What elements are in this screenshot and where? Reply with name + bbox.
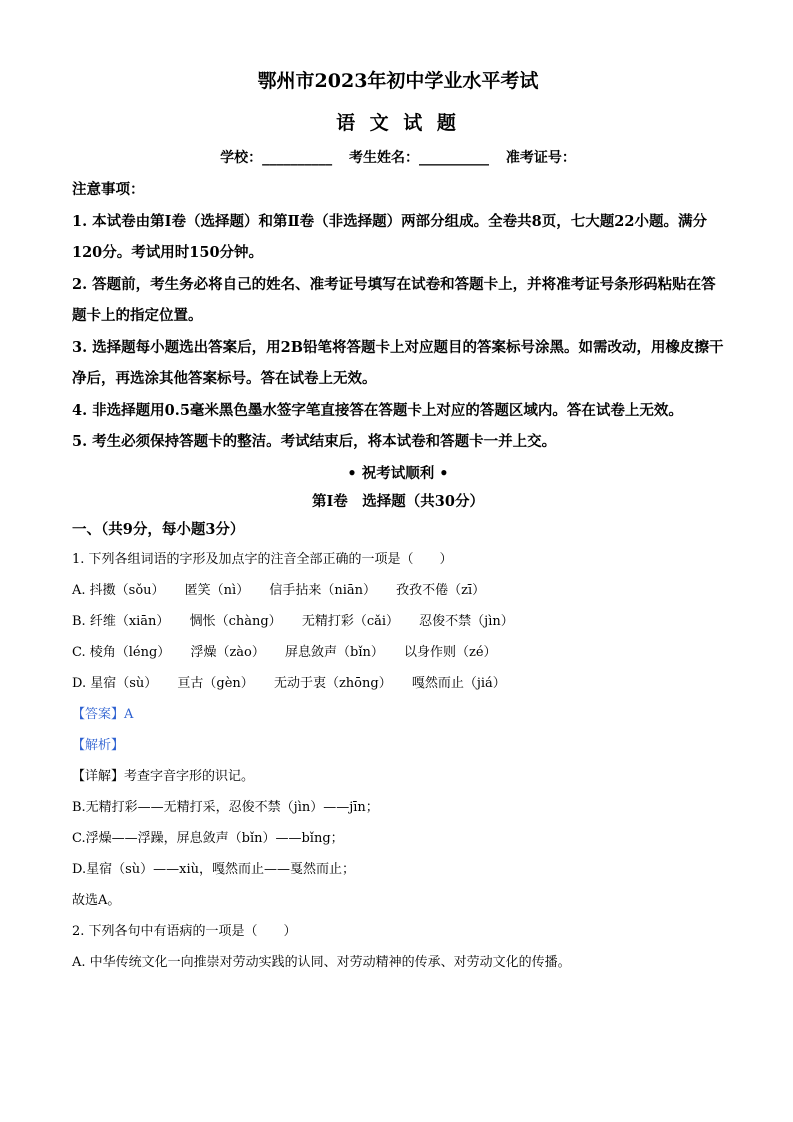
candidate-info — [72, 146, 724, 170]
option-item: 孜孜不倦（zī） — [396, 582, 486, 598]
option-item: 匿笑（nì） — [184, 582, 250, 598]
exam-title: 鄂州市2023年初中学业水平考试 — [257, 70, 539, 92]
notice-block — [72, 174, 724, 458]
school-field: 学校：__________ — [220, 150, 333, 166]
name-field: 考生姓名：__________ — [349, 150, 489, 166]
analysis-line: 故选A。 — [72, 892, 121, 908]
question-2-option-a: A. 中华传统文化一向推崇对劳动实践的认同、对劳动精神的传承、对劳动文化的传播。 — [72, 954, 571, 970]
exam-subtitle: 语 文 试 题 — [336, 112, 460, 134]
option-item: D. 星宿（sù） — [72, 675, 158, 691]
analysis-line: C.浮燥——浮躁，屏息敛声（bǐn）——bǐng； — [72, 830, 344, 846]
analysis-line: B.无精打彩——无精打采，忍俊不禁（jìn）——jīn； — [72, 799, 379, 815]
analysis-line: D.星宿（sù）——xiù，嘎然而止——戛然而止； — [72, 861, 355, 877]
notice-item: 4. 非选择题用0.5毫米黑色墨水签字笔直接答在答题卡上对应的答题区域内。答在试卷上无效。 — [72, 401, 683, 419]
option-item: 亘古（gèn） — [177, 675, 254, 691]
option-item: C. 棱角（léng） — [72, 644, 171, 660]
option-item: 无精打彩（cǎi） — [301, 613, 400, 629]
option-item: 以身作则（zé） — [404, 644, 497, 660]
option-a — [72, 575, 724, 606]
notice-heading: 注意事项： — [72, 181, 145, 198]
option-item: 信手拈来（niān） — [269, 582, 376, 598]
notice-item: 3. 选择题每小题选出答案后，用2B铅笔将答题卡上对应题目的答案标号涂黑。如需改动，用橡皮擦干净后，再选涂其他答案标号。答在试卷上无效。 — [72, 338, 724, 387]
analysis-line: 【详解】考查字音字形的识记。 — [72, 768, 255, 784]
notice-item: 2. 答题前，考生务必将自己的姓名、准考证号填写在试卷和答题卡上，并将准考证号条形码粘贴在答题卡上的指定位置。 — [72, 275, 716, 324]
analysis-tag: 【解析】 — [72, 737, 125, 753]
part1-title: 第Ⅰ卷 选择题（共30分） — [312, 492, 484, 510]
exam-page — [72, 66, 724, 978]
option-item: 屏息敛声（bǐn） — [285, 644, 384, 660]
notice-item: 1. 本试卷由第Ⅰ卷（选择题）和第Ⅱ卷（非选择题）两部分组成。全卷共8页，七大题22小题。满分120分。考试用时150分钟。 — [72, 212, 707, 261]
option-item: 无动于衷（zhōng） — [273, 675, 392, 691]
question-2-stem: 2. 下列各句中有语病的一项是（ ） — [72, 923, 297, 939]
answer-tag: 【答案】A — [72, 706, 134, 722]
option-item: B. 纤维（xiān） — [72, 613, 170, 629]
section-heading: 一、（共9分，每小题3分） — [72, 520, 245, 538]
question-1-stem: 1. 下列各组词语的字形及加点字的注音全部正确的一项是（ ） — [72, 551, 453, 567]
option-item: 惆怅（chàng） — [189, 613, 282, 629]
option-c — [72, 637, 724, 668]
option-d — [72, 668, 724, 699]
option-item: A. 抖擞（sǒu） — [72, 582, 165, 598]
wish-line: • 祝考试顺利 • — [347, 464, 449, 482]
option-item: 嘎然而止（jiá） — [411, 675, 506, 691]
option-item: 浮燥（zào） — [190, 644, 265, 660]
option-b — [72, 606, 724, 637]
option-item: 忍俊不禁（jìn） — [419, 613, 514, 629]
ticket-field: 准考证号： — [505, 150, 576, 166]
notice-item: 5. 考生必须保持答题卡的整洁。考试结束后，将本试卷和答题卡一并上交。 — [72, 433, 557, 450]
